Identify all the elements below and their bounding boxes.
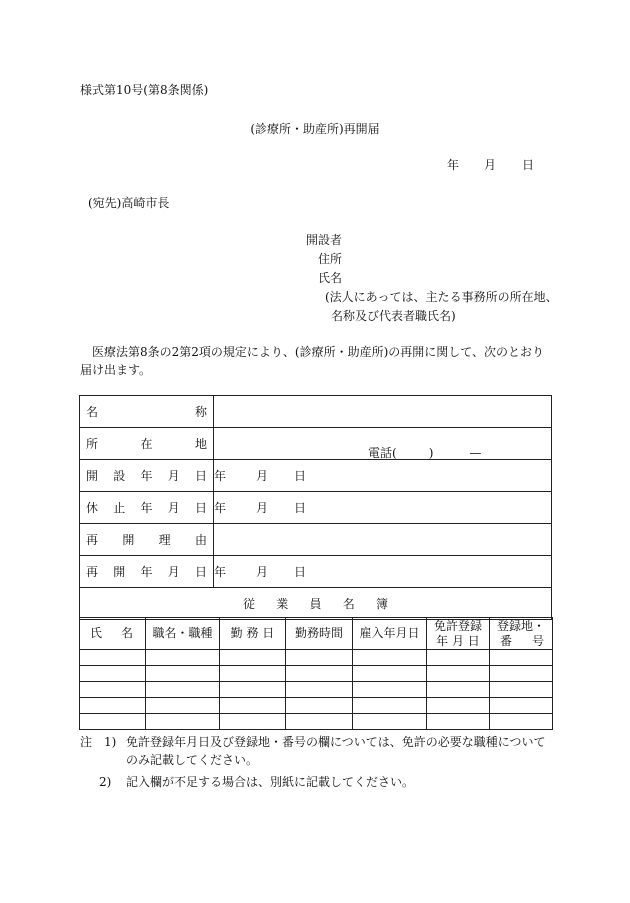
note-1 bbox=[80, 733, 556, 769]
applicant-name-label: 氏名 bbox=[318, 271, 343, 285]
field-reopen-date[interactable]: 年 月 日 bbox=[214, 556, 552, 588]
header-license-date: 免許登録 年 月 日 bbox=[427, 618, 490, 650]
header-work-days: 勤 務 日 bbox=[220, 618, 286, 650]
row-location bbox=[80, 428, 552, 460]
row-name bbox=[80, 396, 552, 428]
field-suspension-date[interactable]: 年 月 日 bbox=[214, 492, 552, 524]
row-reopen-date bbox=[80, 556, 552, 588]
label-reopen-date: 再 開 年 月 日 bbox=[80, 556, 214, 588]
note-2 bbox=[80, 773, 556, 791]
notes-label: 注 bbox=[80, 735, 93, 749]
table-row bbox=[80, 666, 553, 682]
label-opening-date: 開 設 年 月 日 bbox=[80, 460, 214, 492]
phone-field: 電話( ) — bbox=[368, 446, 482, 460]
header-staff-name: 氏 名 bbox=[80, 618, 146, 650]
applicant-label: 開設者 bbox=[306, 233, 343, 247]
applicant-note-line1: (法人にあっては、主たる事務所の所在地、 bbox=[325, 290, 558, 304]
field-location[interactable] bbox=[214, 428, 552, 460]
note-1-text: 免許登録年月日及び登録地・番号の欄については、免許の必要な職種についてのみ記載してください。 bbox=[126, 735, 546, 767]
body-text: 医療法第8条の2第2項の規定により、(診療所・助産所)の再開に関して、次のとおり届け出ます。 bbox=[80, 345, 545, 377]
document-title: (診療所・助産所)再開届 bbox=[250, 122, 380, 136]
row-roster-title bbox=[80, 588, 552, 620]
notes bbox=[80, 733, 556, 791]
submission-date bbox=[447, 156, 534, 173]
note-2-text: 記入欄が不足する場合は、別紙に記載してください。 bbox=[126, 775, 415, 789]
table-row bbox=[80, 714, 553, 730]
header-registration: 登録地・ 番 号 bbox=[490, 618, 553, 650]
staff-roster-table bbox=[79, 617, 553, 730]
date-month-label: 月 bbox=[484, 158, 497, 172]
field-opening-date[interactable]: 年 月 日 bbox=[214, 460, 552, 492]
label-suspension-date: 休 止 年 月 日 bbox=[80, 492, 214, 524]
row-opening-date bbox=[80, 460, 552, 492]
row-suspension-date bbox=[80, 492, 552, 524]
applicant-block bbox=[306, 231, 558, 326]
form-number: 様式第10号(第8条関係) bbox=[80, 83, 209, 97]
note-2-number: 2) bbox=[99, 775, 112, 789]
header-hire-date: 雇入年月日 bbox=[353, 618, 427, 650]
table-row bbox=[80, 698, 553, 714]
label-reopen-reason: 再 開 理 由 bbox=[80, 524, 214, 556]
table-row bbox=[80, 650, 553, 666]
roster-title: 従 業 員 名 簿 bbox=[80, 588, 552, 620]
date-day-label: 日 bbox=[522, 158, 535, 172]
label-location: 所 在 地 bbox=[80, 428, 214, 460]
note-1-number: 1) bbox=[104, 735, 117, 749]
header-work-hours: 勤務時間 bbox=[286, 618, 353, 650]
field-reopen-reason[interactable] bbox=[214, 524, 552, 556]
applicant-address-label: 住所 bbox=[318, 252, 343, 266]
addressee: (宛先)高崎市長 bbox=[88, 196, 170, 210]
facility-table bbox=[79, 395, 552, 620]
field-name[interactable] bbox=[214, 396, 552, 428]
applicant-note-line2: 名称及び代表者職氏名) bbox=[331, 309, 456, 323]
label-name: 名 称 bbox=[80, 396, 214, 428]
staff-header-row bbox=[80, 618, 553, 650]
date-year-label: 年 bbox=[447, 158, 460, 172]
header-job-title: 職名・職種 bbox=[146, 618, 220, 650]
table-row bbox=[80, 682, 553, 698]
row-reopen-reason bbox=[80, 524, 552, 556]
